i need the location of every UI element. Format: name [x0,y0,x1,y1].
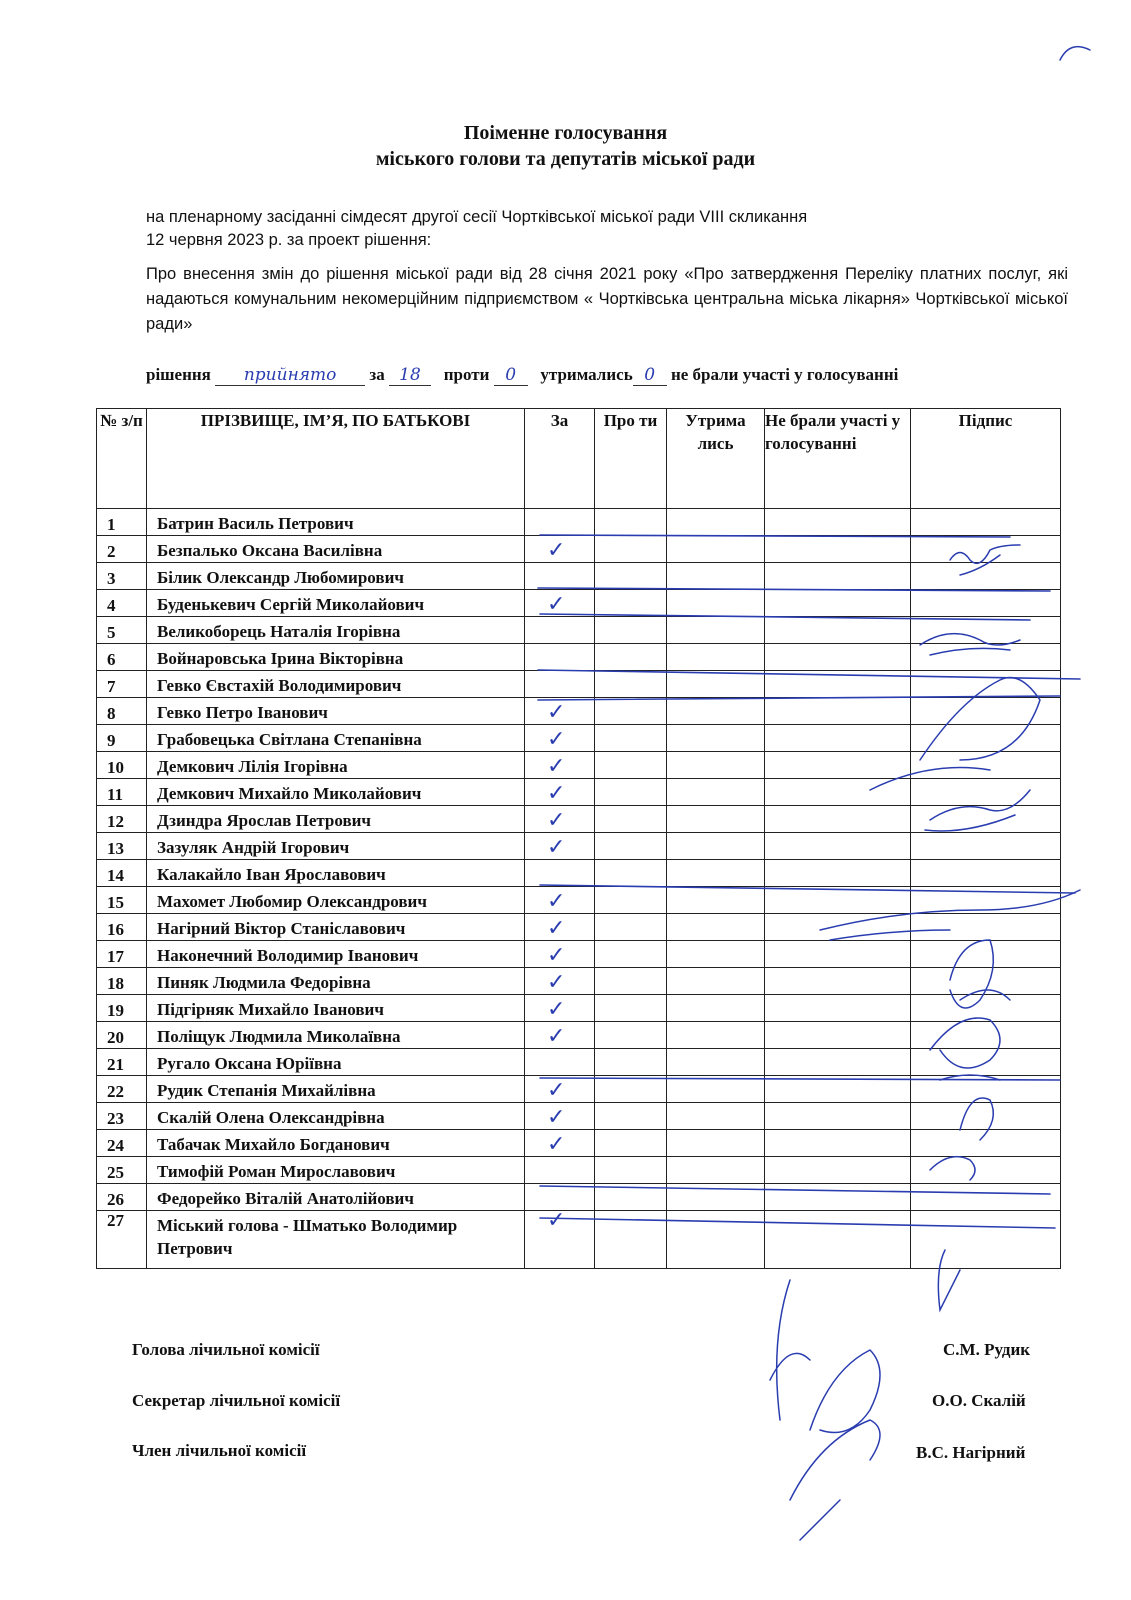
vote-against-cell [595,590,667,617]
vote-for-cell [525,590,595,617]
document-title [0,120,1131,172]
not-participated-cell [765,698,911,725]
check-mark-icon: ✓ [547,538,566,563]
signature-cell [911,1049,1061,1076]
commission-chair-label: Голова лічильної комісії [132,1340,320,1359]
header-abstained: Утрима лись [667,409,765,509]
row-number: 25 [97,1157,147,1184]
commission-member-name: В.С. Нагірний [916,1443,1026,1462]
signature-cell [911,941,1061,968]
vote-against-cell [595,1103,667,1130]
not-participated-cell [765,1184,911,1211]
vote-abstained-cell [667,752,765,779]
vote-against-cell [595,968,667,995]
vote-for-cell [525,860,595,887]
row-number: 23 [97,1103,147,1130]
check-mark-icon: ✓ [547,808,566,833]
table-row [97,671,1061,698]
table-row [97,833,1061,860]
not-participated-cell [765,860,911,887]
table-row [97,536,1061,563]
not-participated-cell [765,617,911,644]
row-number: 5 [97,617,147,644]
vote-abstained-cell [667,698,765,725]
member-name: Демкович Михайло Миколайович [147,779,525,806]
member-name: Ругало Оксана Юріївна [147,1049,525,1076]
not-participated-cell [765,563,911,590]
table-body [97,509,1061,1269]
check-mark-icon [525,565,547,590]
row-number: 14 [97,860,147,887]
member-name: Нагірний Віктор Станіславович [147,914,525,941]
vote-for-cell [525,995,595,1022]
vote-against-cell [595,1184,667,1211]
session-line-2: 12 червня 2023 р. за проект рішення: [146,231,432,249]
not-participated-cell [765,1103,911,1130]
table-row [97,617,1061,644]
vote-abstained-cell [667,806,765,833]
abstained-count: 0 [633,365,667,386]
vote-abstained-cell [667,860,765,887]
vote-for-cell [525,1157,595,1184]
member-name: Пиняк Людмила Федорівна [147,968,525,995]
table-row [97,1022,1061,1049]
member-name: Демкович Лілія Ігорівна [147,752,525,779]
vote-against-cell [595,509,667,536]
not-participated-cell [765,752,911,779]
for-count: 18 [389,365,431,386]
member-name: Скалій Олена Олександрівна [147,1103,525,1130]
member-name: Гевко Євстахій Володимирович [147,671,525,698]
row-number: 9 [97,725,147,752]
vote-for-cell [525,563,595,590]
vote-against-cell [595,1076,667,1103]
session-line-1: на пленарному засіданні сімдесят другої сесії Чортківської міської ради VIII скликання [146,208,808,226]
check-mark-icon: ✓ [547,997,566,1022]
member-name: Тимофій Роман Мирославович [147,1157,525,1184]
decision-label: рішення [146,365,211,384]
not-participated-cell [765,671,911,698]
signature-cell [911,536,1061,563]
vote-against-cell [595,1130,667,1157]
header-not-participated: Не брали участі у голосуванні [765,409,911,509]
not-participated-cell [765,1130,911,1157]
vote-against-cell [595,1022,667,1049]
vote-against-cell [595,779,667,806]
row-number: 10 [97,752,147,779]
table-row [97,995,1061,1022]
check-mark-icon: ✓ [547,700,566,725]
member-name: Наконечний Володимир Іванович [147,941,525,968]
member-name: Табачак Михайло Богданович [147,1130,525,1157]
vote-for-cell [525,887,595,914]
check-mark-icon [525,1159,547,1184]
commission-secretary-label: Секретар лічильної комісії [132,1391,341,1410]
row-number: 19 [97,995,147,1022]
row-number: 27 [97,1211,147,1269]
vote-against-cell [595,1157,667,1184]
vote-for-cell [525,833,595,860]
signature-cell [911,1022,1061,1049]
row-number: 24 [97,1130,147,1157]
vote-against-cell [595,1049,667,1076]
title-line-2: міського голови та депутатів міської ради [375,148,756,170]
table-row [97,725,1061,752]
vote-against-cell [595,887,667,914]
vote-for-cell [525,1130,595,1157]
member-name: Білик Олександр Любомирович [147,563,525,590]
row-number: 18 [97,968,147,995]
vote-abstained-cell [667,1157,765,1184]
row-number: 4 [97,590,147,617]
table-row [97,1184,1061,1211]
table-row [97,1049,1061,1076]
member-name: Дзиндра Ярослав Петрович [147,806,525,833]
member-name: Зазуляк Андрій Ігорович [147,833,525,860]
signature-cell [911,563,1061,590]
member-name: Батрин Василь Петрович [147,509,525,536]
not-participated-cell [765,509,911,536]
voting-table [96,408,1061,1269]
vote-for-cell [525,644,595,671]
vote-for-cell [525,1184,595,1211]
vote-abstained-cell [667,536,765,563]
row-number: 22 [97,1076,147,1103]
member-name: Калакайло Іван Ярославович [147,860,525,887]
vote-for-cell [525,779,595,806]
vote-for-cell [525,698,595,725]
header-for: За [525,409,595,509]
signature-cell [911,860,1061,887]
vote-against-cell [595,1211,667,1269]
check-mark-icon: ✓ [547,1105,566,1130]
member-name: Поліщук Людмила Миколаївна [147,1022,525,1049]
not-participated-label: не брали участі у голосуванні [670,365,899,384]
not-participated-cell [765,1157,911,1184]
vote-against-cell [595,698,667,725]
check-mark-icon: ✓ [547,1210,566,1233]
check-mark-icon [525,511,547,536]
signature-cell [911,644,1061,671]
not-participated-cell [765,1076,911,1103]
check-mark-icon: ✓ [547,943,566,968]
check-mark-icon [525,673,547,698]
not-participated-cell [765,779,911,806]
decision-value: прийнято [215,365,365,386]
row-number: 3 [97,563,147,590]
check-mark-icon: ✓ [547,970,566,995]
header-name: ПРІЗВИЩЕ, ІМ’Я, ПО БАТЬКОВІ [147,409,525,509]
vote-against-cell [595,725,667,752]
vote-abstained-cell [667,968,765,995]
not-participated-cell [765,1022,911,1049]
row-number: 2 [97,536,147,563]
check-mark-icon [525,619,547,644]
vote-against-cell [595,806,667,833]
member-name: Великоборець Наталія Ігорівна [147,617,525,644]
check-mark-icon: ✓ [547,1078,566,1103]
table-row [97,914,1061,941]
not-participated-cell [765,941,911,968]
member-name: Рудик Степанія Михайлівна [147,1076,525,1103]
vote-against-cell [595,536,667,563]
vote-against-cell [595,860,667,887]
vote-for-cell [525,914,595,941]
vote-against-cell [595,617,667,644]
not-participated-cell [765,1211,911,1269]
vote-against-cell [595,644,667,671]
signature-cell [911,1076,1061,1103]
vote-abstained-cell [667,1130,765,1157]
signature-cell [911,617,1061,644]
vote-abstained-cell [667,1184,765,1211]
table-row [97,779,1061,806]
check-mark-icon [525,1186,547,1211]
for-label: за [369,365,385,384]
row-number: 12 [97,806,147,833]
table-row [97,1076,1061,1103]
vote-for-cell [525,509,595,536]
member-name: Федорейко Віталій Анатолійович [147,1184,525,1211]
check-mark-icon: ✓ [547,916,566,941]
vote-against-cell [595,563,667,590]
row-number: 21 [97,1049,147,1076]
signature-cell [911,833,1061,860]
member-name: Підгірняк Михайло Іванович [147,995,525,1022]
signature-cell [911,698,1061,725]
row-number: 13 [97,833,147,860]
vote-for-cell [525,725,595,752]
session-info [146,206,1066,252]
vote-for-cell [525,941,595,968]
check-mark-icon: ✓ [547,592,566,617]
check-mark-icon: ✓ [547,1132,566,1157]
check-mark-icon [525,1051,547,1076]
vote-for-cell [525,752,595,779]
vote-abstained-cell [667,1022,765,1049]
vote-abstained-cell [667,617,765,644]
table-row [97,1157,1061,1184]
project-text: Про внесення змін до рішення міської ради від 28 січня 2021 року «Про затвердження Переліку платних послуг, які надаються комунальним некомерційним підприємством « Чортківська центральна міська лікарня» Чортківської міської ради» [146,265,1068,333]
vote-for-cell [525,1103,595,1130]
check-mark-icon: ✓ [547,889,566,914]
check-mark-icon [525,862,547,887]
signature-cell [911,725,1061,752]
vote-abstained-cell [667,995,765,1022]
vote-against-cell [595,671,667,698]
table-row [97,644,1061,671]
table-row [97,806,1061,833]
not-participated-cell [765,1049,911,1076]
vote-for-cell [525,1049,595,1076]
signature-cell [911,968,1061,995]
vote-for-cell [525,536,595,563]
commission-secretary-name: О.О. Скалій [932,1391,1026,1410]
row-number: 16 [97,914,147,941]
decision-line [146,362,1076,388]
signature-cell [911,806,1061,833]
not-participated-cell [765,644,911,671]
member-name: Махомет Любомир Олександрович [147,887,525,914]
not-participated-cell [765,536,911,563]
vote-abstained-cell [667,644,765,671]
signature-cell [911,1157,1061,1184]
table-row [97,698,1061,725]
signature-cell [911,779,1061,806]
vote-for-cell [525,1211,595,1269]
member-name: Войнаровська Ірина Вікторівна [147,644,525,671]
not-participated-cell [765,968,911,995]
vote-for-cell [525,617,595,644]
row-number: 11 [97,779,147,806]
vote-against-cell [595,752,667,779]
vote-for-cell [525,806,595,833]
vote-abstained-cell [667,941,765,968]
table-header-row [97,409,1061,509]
vote-against-cell [595,833,667,860]
table-row [97,1130,1061,1157]
table-row [97,941,1061,968]
signature-cell [911,509,1061,536]
row-number: 8 [97,698,147,725]
check-mark-icon: ✓ [547,781,566,806]
member-name: Безпалько Оксана Василівна [147,536,525,563]
vote-against-cell [595,995,667,1022]
commission-member-label: Член лічильної комісії [132,1441,307,1460]
check-mark-icon: ✓ [547,1024,566,1049]
vote-abstained-cell [667,563,765,590]
signature-cell [911,1103,1061,1130]
vote-abstained-cell [667,1049,765,1076]
table-row [97,752,1061,779]
row-number: 1 [97,509,147,536]
signature-cell [911,995,1061,1022]
vote-abstained-cell [667,914,765,941]
header-against: Про ти [595,409,667,509]
not-participated-cell [765,914,911,941]
header-signature: Підпис [911,409,1061,509]
table-row [97,1103,1061,1130]
vote-abstained-cell [667,1076,765,1103]
commission-chair-name: С.М. Рудик [943,1340,1031,1359]
not-participated-cell [765,806,911,833]
table-row [97,860,1061,887]
table-row [97,1211,1061,1269]
vote-abstained-cell [667,509,765,536]
vote-for-cell [525,968,595,995]
table-row [97,968,1061,995]
against-count: 0 [494,365,528,386]
not-participated-cell [765,590,911,617]
check-mark-icon: ✓ [547,727,566,752]
member-name: Буденькевич Сергій Миколайович [147,590,525,617]
row-number: 7 [97,671,147,698]
vote-abstained-cell [667,779,765,806]
not-participated-cell [765,995,911,1022]
not-participated-cell [765,833,911,860]
not-participated-cell [765,725,911,752]
check-mark-icon [525,646,547,671]
row-number: 6 [97,644,147,671]
member-name: Грабовецька Світлана Степанівна [147,725,525,752]
signature-cell [911,1211,1061,1269]
signature-cell [911,590,1061,617]
signature-cell [911,1184,1061,1211]
check-mark-icon: ✓ [547,754,566,779]
vote-for-cell [525,1022,595,1049]
vote-abstained-cell [667,725,765,752]
table-row [97,590,1061,617]
title-line-1: Поіменне голосування [463,122,668,144]
check-mark-icon: ✓ [547,835,566,860]
member-name: Гевко Петро Іванович [147,698,525,725]
signature-cell [911,914,1061,941]
row-number: 15 [97,887,147,914]
signature-cell [911,671,1061,698]
member-name: Міський голова - Шматько Володимир Петрович [147,1211,525,1269]
vote-abstained-cell [667,1103,765,1130]
signature-cell [911,887,1061,914]
table-row [97,887,1061,914]
vote-abstained-cell [667,887,765,914]
signature-cell [911,752,1061,779]
vote-abstained-cell [667,833,765,860]
against-label: проти [443,365,490,384]
row-number: 26 [97,1184,147,1211]
table-row [97,563,1061,590]
signature-cell [911,1130,1061,1157]
row-number: 17 [97,941,147,968]
vote-for-cell [525,1076,595,1103]
vote-abstained-cell [667,590,765,617]
vote-against-cell [595,914,667,941]
header-no: № з/п [97,409,147,509]
vote-abstained-cell [667,1211,765,1269]
abstained-label: утримались [540,365,633,384]
table-row [97,509,1061,536]
not-participated-cell [765,887,911,914]
vote-against-cell [595,941,667,968]
vote-abstained-cell [667,671,765,698]
vote-for-cell [525,671,595,698]
row-number: 20 [97,1022,147,1049]
